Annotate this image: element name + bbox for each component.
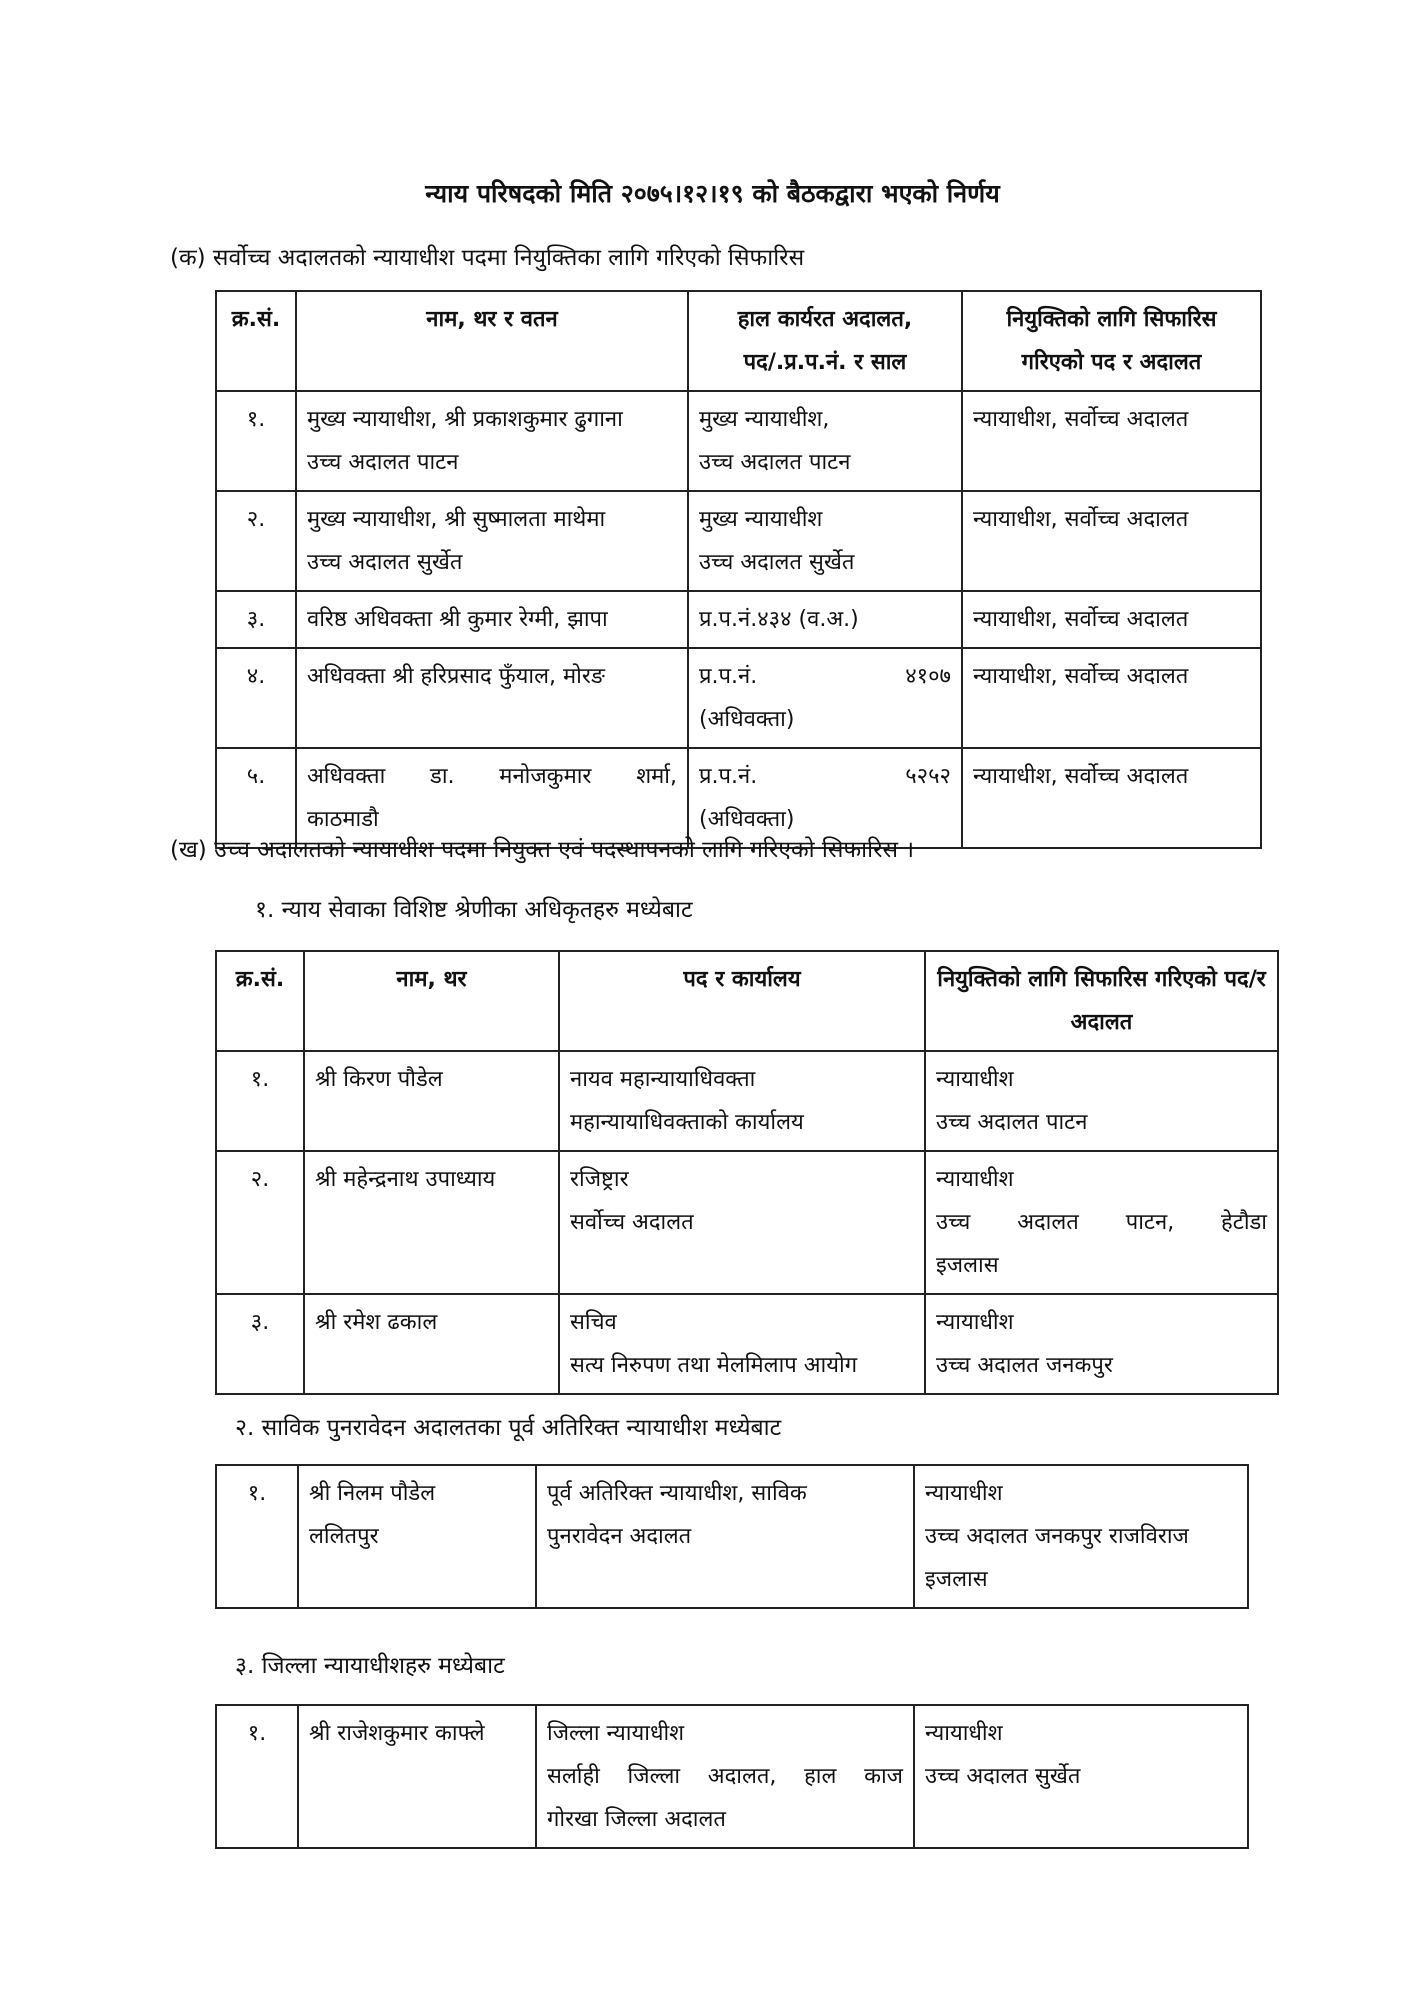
name-cell xyxy=(296,591,688,648)
name-line: मुख्य न्यायाधीश, श्री प्रकाशकुमार ढुगाना xyxy=(307,407,623,432)
table-row xyxy=(216,648,1261,748)
recommended-line: उच्च अदालत पाटन, हेटौडा xyxy=(936,1210,1267,1235)
serial-cell: १. xyxy=(216,1465,298,1608)
recommended-line: न्यायाधीश, सर्वोच्च अदालत xyxy=(973,664,1189,689)
license-label: प्र.प.नं. xyxy=(699,764,758,789)
current-line xyxy=(699,655,951,698)
recommended-line: उच्च अदालत पाटन xyxy=(936,1110,1088,1135)
current-line: मुख्य न्यायाधीश, xyxy=(699,407,830,432)
header-name: नाम, थर र वतन xyxy=(296,291,688,391)
recommended-line: उच्च अदालत जनकपुर राजविराज xyxy=(925,1524,1189,1549)
section-ka-heading: (क) सर्वोच्च अदालतको न्यायाधीश पदमा नियुक्तिका लागि गरिएको सिफारिस xyxy=(170,245,805,271)
post-line: पुनरावेदन अदालत xyxy=(547,1524,692,1549)
recommended-cell xyxy=(962,391,1261,491)
header-recommended: नियुक्तिको लागि सिफारिस गरिएको पद/र अदालत xyxy=(925,951,1278,1051)
recommended-cell xyxy=(914,1465,1248,1608)
current-cell xyxy=(688,491,962,591)
recommended-line: न्यायाधीश, सर्वोच्च अदालत xyxy=(973,607,1189,632)
name-line: श्री राजेशकुमार काफ्ले xyxy=(309,1721,485,1746)
table-district-judges xyxy=(215,1704,1249,1849)
recommended-line: न्यायाधीश xyxy=(936,1310,1014,1335)
name-line: उच्च अदालत पाटन xyxy=(307,450,459,475)
sub2-heading: २. साविक पुनरावेदन अदालतका पूर्व अतिरिक्त न्यायाधीश मध्येबाट xyxy=(235,1415,782,1441)
current-cell xyxy=(688,591,962,648)
table-high-court-officers xyxy=(215,950,1279,1395)
current-line: (अधिवक्ता) xyxy=(699,707,795,732)
recommended-line: इजलास xyxy=(936,1253,999,1278)
post-line: रजिष्ट्रार xyxy=(570,1167,629,1192)
serial-cell: २. xyxy=(216,1151,304,1294)
name-line: वरिष्ठ अधिवक्ता श्री कुमार रेग्मी, झापा xyxy=(307,607,608,632)
name-line: उच्च अदालत सुर्खेत xyxy=(307,550,463,575)
serial-cell: २. xyxy=(216,491,296,591)
header-current: हाल कार्यरत अदालत, पद/.प्र.प.नं. र साल xyxy=(688,291,962,391)
current-line: प्र.प.नं.४३४ (व.अ.) xyxy=(699,607,859,632)
name-line: मुख्य न्यायाधीश, श्री सुष्मालता माथेमा xyxy=(307,507,606,532)
serial-cell: ३. xyxy=(216,1294,304,1394)
post-cell xyxy=(559,1294,925,1394)
document-title: न्याय परिषदको मिति २०७५।१२।१९ को बैठकद्वारा भएको निर्णय xyxy=(425,179,1000,208)
recommended-line: न्यायाधीश xyxy=(925,1721,1003,1746)
name-line: श्री निलम पौडेल xyxy=(309,1481,436,1506)
recommended-cell xyxy=(962,491,1261,591)
sub1-heading: १. न्याय सेवाका विशिष्ट श्रेणीका अधिकृतहरु मध्येबाट xyxy=(255,897,693,923)
table-row xyxy=(216,1151,1278,1294)
serial-cell: ५. xyxy=(216,748,296,848)
name-cell: श्री रमेश ढकाल xyxy=(304,1294,559,1394)
current-line: मुख्य न्यायाधीश xyxy=(699,507,823,532)
name-cell: श्री किरण पौडेल xyxy=(304,1051,559,1151)
table-row xyxy=(216,1051,1278,1151)
current-line: उच्च अदालत सुर्खेत xyxy=(699,550,855,575)
license-number: ४१०७ xyxy=(905,664,951,689)
post-line: सर्लाही जिल्ला अदालत, हाल काज xyxy=(547,1764,903,1789)
recommended-cell xyxy=(914,1705,1248,1848)
name-line: अधिवक्ता डा. मनोजकुमार शर्मा, xyxy=(307,764,677,789)
header-name: नाम, थर xyxy=(304,951,559,1051)
section-kha-heading: (ख) उच्च अदालतको न्यायाधीश पदमा नियुक्त एवं पदस्थापनको लागि गरिएको सिफारिस । xyxy=(170,837,915,863)
recommended-line: उच्च अदालत जनकपुर xyxy=(936,1353,1113,1378)
recommended-line: न्यायाधीश, सर्वोच्च अदालत xyxy=(973,507,1189,532)
license-number: ५२५२ xyxy=(905,764,951,789)
recommended-line: उच्च अदालत सुर्खेत xyxy=(925,1764,1081,1789)
recommended-cell xyxy=(962,591,1261,648)
name-cell: श्री महेन्द्रनाथ उपाध्याय xyxy=(304,1151,559,1294)
recommended-cell xyxy=(925,1294,1278,1394)
table-header-row xyxy=(216,291,1261,391)
current-cell xyxy=(688,391,962,491)
serial-cell: १. xyxy=(216,1705,298,1848)
table-row xyxy=(216,391,1261,491)
recommended-line: न्यायाधीश xyxy=(925,1481,1003,1506)
name-cell xyxy=(296,491,688,591)
post-cell xyxy=(536,1705,914,1848)
post-line: गोरखा जिल्ला अदालत xyxy=(547,1807,726,1832)
current-line xyxy=(699,755,951,798)
recommended-cell xyxy=(962,748,1261,848)
recommended-line: इजलास xyxy=(925,1567,988,1592)
post-line: सर्वोच्च अदालत xyxy=(570,1210,694,1235)
table-supreme-court xyxy=(215,290,1262,849)
recommended-line: न्यायाधीश, सर्वोच्च अदालत xyxy=(973,764,1189,789)
post-cell xyxy=(559,1051,925,1151)
current-line: (अधिवक्ता) xyxy=(699,807,795,832)
table-row xyxy=(216,491,1261,591)
recommended-cell xyxy=(962,648,1261,748)
post-cell xyxy=(536,1465,914,1608)
header-serial: क्र.सं. xyxy=(216,951,304,1051)
name-line: काठमाडौ xyxy=(307,807,379,832)
table-row xyxy=(216,1294,1278,1394)
post-line: महान्यायाधिवक्ताको कार्यालय xyxy=(570,1110,804,1135)
recommended-cell xyxy=(925,1051,1278,1151)
serial-cell: १. xyxy=(216,391,296,491)
post-line: नायव महान्यायाधिवक्ता xyxy=(570,1067,756,1092)
license-label: प्र.प.नं. xyxy=(699,664,758,689)
sub3-heading: ३. जिल्ला न्यायाधीशहरु मध्येबाट xyxy=(235,1653,505,1679)
current-line: उच्च अदालत पाटन xyxy=(699,450,851,475)
post-line: पूर्व अतिरिक्त न्यायाधीश, साविक xyxy=(547,1481,807,1506)
post-line: सत्य निरुपण तथा मेलमिलाप आयोग xyxy=(570,1353,858,1378)
name-cell xyxy=(298,1465,536,1608)
name-line: अधिवक्ता श्री हरिप्रसाद फुँयाल, मोरङ xyxy=(307,664,605,689)
post-line: जिल्ला न्यायाधीश xyxy=(547,1721,685,1746)
name-cell xyxy=(298,1705,536,1848)
serial-cell: १. xyxy=(216,1051,304,1151)
table-row xyxy=(216,1705,1248,1848)
post-cell xyxy=(559,1151,925,1294)
table-row xyxy=(216,1465,1248,1608)
current-cell xyxy=(688,648,962,748)
serial-cell: ३. xyxy=(216,591,296,648)
post-line: सचिव xyxy=(570,1310,617,1335)
recommended-line: न्यायाधीश xyxy=(936,1067,1014,1092)
table-header-row xyxy=(216,951,1278,1051)
header-post: पद र कार्यालय xyxy=(559,951,925,1051)
serial-cell: ४. xyxy=(216,648,296,748)
recommended-line: न्यायाधीश, सर्वोच्च अदालत xyxy=(973,407,1189,432)
table-former-additional-judges xyxy=(215,1464,1249,1609)
name-cell xyxy=(296,391,688,491)
name-line: ललितपुर xyxy=(309,1524,379,1549)
table-row xyxy=(216,591,1261,648)
name-cell xyxy=(296,648,688,748)
recommended-cell xyxy=(925,1151,1278,1294)
header-recommended: नियुक्तिको लागि सिफारिस गरिएको पद र अदालत xyxy=(962,291,1261,391)
header-serial: क्र.सं. xyxy=(216,291,296,391)
recommended-line: न्यायाधीश xyxy=(936,1167,1014,1192)
